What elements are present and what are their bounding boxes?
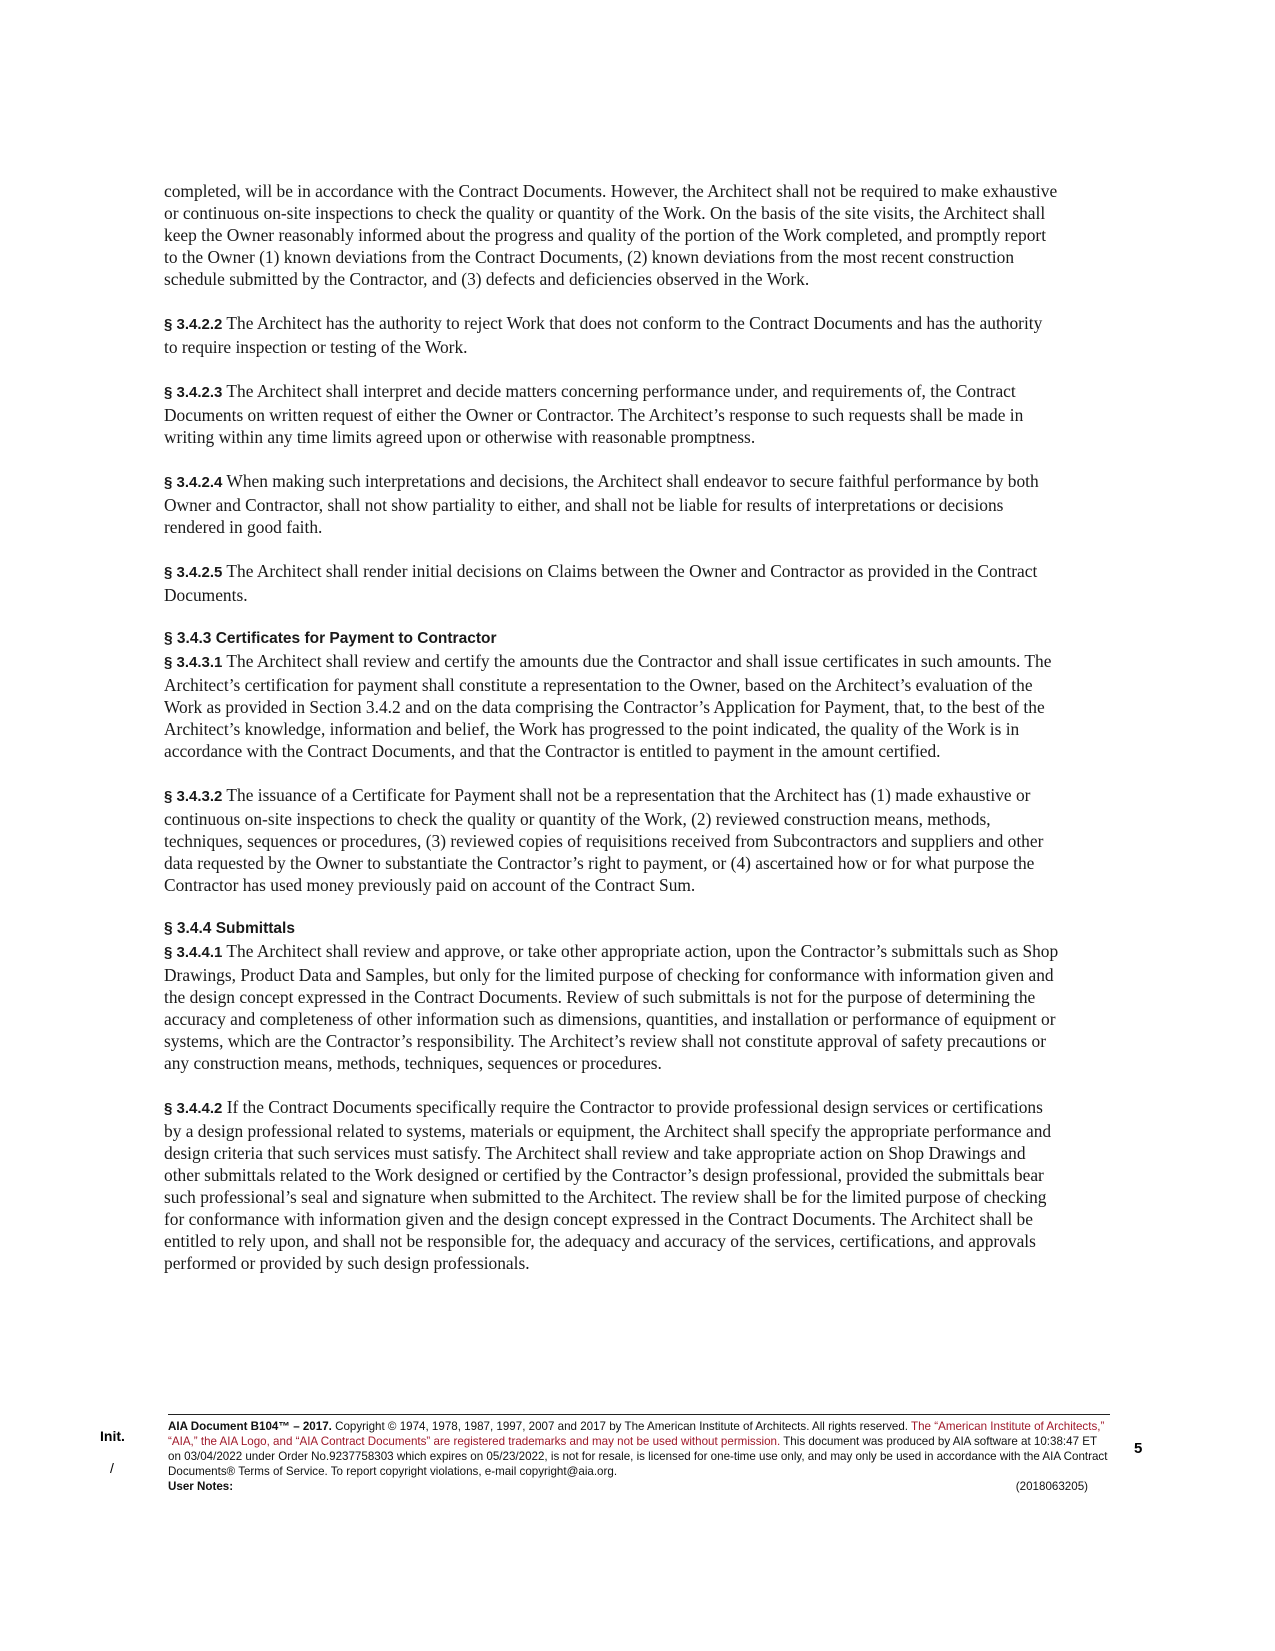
- section-3-4-2-4: [164, 470, 1059, 538]
- section-text: If the Contract Documents specifically require the Contractor to provide professional design services or certifications by a design professional related to systems, materials or equipment, the Architect shall specify the appropriate performance and design criteria that such services must satisfy. The Architect shall review and take appropriate action on Shop Drawings and other submittals related to the Work designed or certified by the Contractor’s design professional, provided the submittals bear such professional’s seal and signature when submitted to the Architect. The review shall be for the limited purpose of checking for conformance with information given and the design concept expressed in the Contract Documents. The Architect shall be entitled to rely upon, and shall not be responsible for, the adequacy and accuracy of the services, certifications, and approvals performed or provided by such design professionals.: [164, 1097, 1052, 1273]
- section-number: § 3.4.2.3: [164, 384, 223, 401]
- section-3-4-2-3: [164, 380, 1059, 448]
- section-3-4-3-2: [164, 784, 1059, 896]
- section-number: § 3.4.2.5: [164, 564, 223, 581]
- section-3-4-3-1: [164, 650, 1059, 762]
- document-id: AIA Document B104™ – 2017.: [168, 1420, 332, 1433]
- section-3-4-2-5: [164, 560, 1059, 606]
- footer-divider: [168, 1414, 1110, 1415]
- section-text: The Architect shall review and certify the amounts due the Contractor and shall issue certificates in such amounts. The Architect’s certification for payment shall constitute a representation to the Owner, based on the Architect’s evaluation of the Work as provided in Section 3.4.2 and on the data comprising the Contractor’s Application for Payment, that, to the best of the Architect’s knowledge, information and belief, the Work has progressed to the point indicated, the quality of the Work is in accordance with the Contract Documents, and that the Contractor is entitled to payment in the amount certified.: [164, 651, 1052, 761]
- section-3-4-4-2: [164, 1096, 1059, 1274]
- section-text: When making such interpretations and decisions, the Architect shall endeavor to secure faithful performance by both Owner and Contractor, shall not show partiality to either, and shall not be liable for results of interpretations or decisions rendered in good faith.: [164, 471, 1039, 537]
- section-text: The Architect has the authority to reject Work that does not conform to the Contract Documents and has the authority to require inspection or testing of the Work.: [164, 313, 1043, 357]
- section-number: § 3.4.3.1: [164, 654, 223, 671]
- license-text: This document was produced by AIA software at 10:38:47 ET on 03/04/2022 under Order No.9237758303 which expires on 05/23/2022, is not for resale, is licensed for one-time use only, and may only be used in accordance with the AIA Contract Documents® Terms of Service. To report copyright violations, e-mail copyright@aia.org.: [168, 1435, 1108, 1478]
- document-body: [164, 180, 1059, 1296]
- section-number: § 3.4.3.2: [164, 788, 223, 805]
- footer-notice: [168, 1419, 1110, 1494]
- page-number: 5: [1134, 1440, 1143, 1457]
- paragraph-continued: completed, will be in accordance with the Contract Documents. However, the Architect shall not be required to make exhaustive or continuous on-site inspections to check the quality or quantity of the Work. On the basis of the site visits, the Architect shall keep the Owner reasonably informed about the progress and quality of the portion of the Work completed, and promptly report to the Owner (1) known deviations from the Contract Documents, (2) known deviations from the most recent construction schedule submitted by the Contractor, and (3) defects and deficiencies observed in the Work.: [164, 181, 1058, 289]
- section-number: § 3.4.4.2: [164, 1100, 223, 1117]
- user-notes-label: User Notes:: [168, 1480, 234, 1493]
- initials-label: Init.: [100, 1428, 125, 1444]
- section-text: The Architect shall render initial decisions on Claims between the Owner and Contractor as provided in the Contract Documents.: [164, 561, 1038, 605]
- section-text: The issuance of a Certificate for Payment shall not be a representation that the Architect has (1) made exhaustive or continuous on-site inspections to check the quality or quantity of the Work, (2) reviewed construction means, methods, techniques, sequences or procedures, (3) reviewed copies of requisitions received from Subcontractors and suppliers and other data requested by the Owner to substantiate the Contractor’s right to payment, or (4) ascertained how or for what purpose the Contractor has used money previously paid on account of the Contract Sum.: [164, 785, 1044, 895]
- section-number: § 3.4.2.4: [164, 474, 223, 491]
- section-text: The Architect shall interpret and decide matters concerning performance under, and requirements of, the Contract Documents on written request of either the Owner or Contractor. The Architect’s response to such requests shall be made in writing within any time limits agreed upon or otherwise with reasonable promptness.: [164, 381, 1024, 447]
- trademark-text: The “American Institute of Architects,” “AIA,” the AIA Logo, and “AIA Contract Documents” are registered trademarks and may not be used without permission.: [168, 1420, 1105, 1448]
- section-text: The Architect shall review and approve, or take other appropriate action, upon the Contractor’s submittals such as Shop Drawings, Product Data and Samples, but only for the limited purpose of checking for conformance with information given and the design concept expressed in the Contract Documents. Review of such submittals is not for the purpose of determining the accuracy and completeness of other information such as dimensions, quantities, and installation or performance of equipment or systems, which are the Contractor’s responsibility. The Architect’s review shall not constitute approval of safety precautions or any construction means, methods, techniques, sequences or procedures.: [164, 941, 1059, 1073]
- document-code: (2018063205): [1015, 1480, 1088, 1493]
- section-number: § 3.4.4.1: [164, 944, 223, 961]
- section-number: § 3.4.2.2: [164, 316, 223, 333]
- heading-3-4-4: § 3.4.4 Submittals: [164, 920, 295, 937]
- section-3-4-4-1: [164, 940, 1059, 1074]
- copyright-text: Copyright © 1974, 1978, 1987, 1997, 2007 and 2017 by The American Institute of Architects. All rights reserved.: [331, 1420, 912, 1433]
- section-3-4-2-2: [164, 312, 1059, 358]
- initials-slash: /: [110, 1460, 114, 1476]
- heading-3-4-3: § 3.4.3 Certificates for Payment to Contractor: [164, 630, 497, 647]
